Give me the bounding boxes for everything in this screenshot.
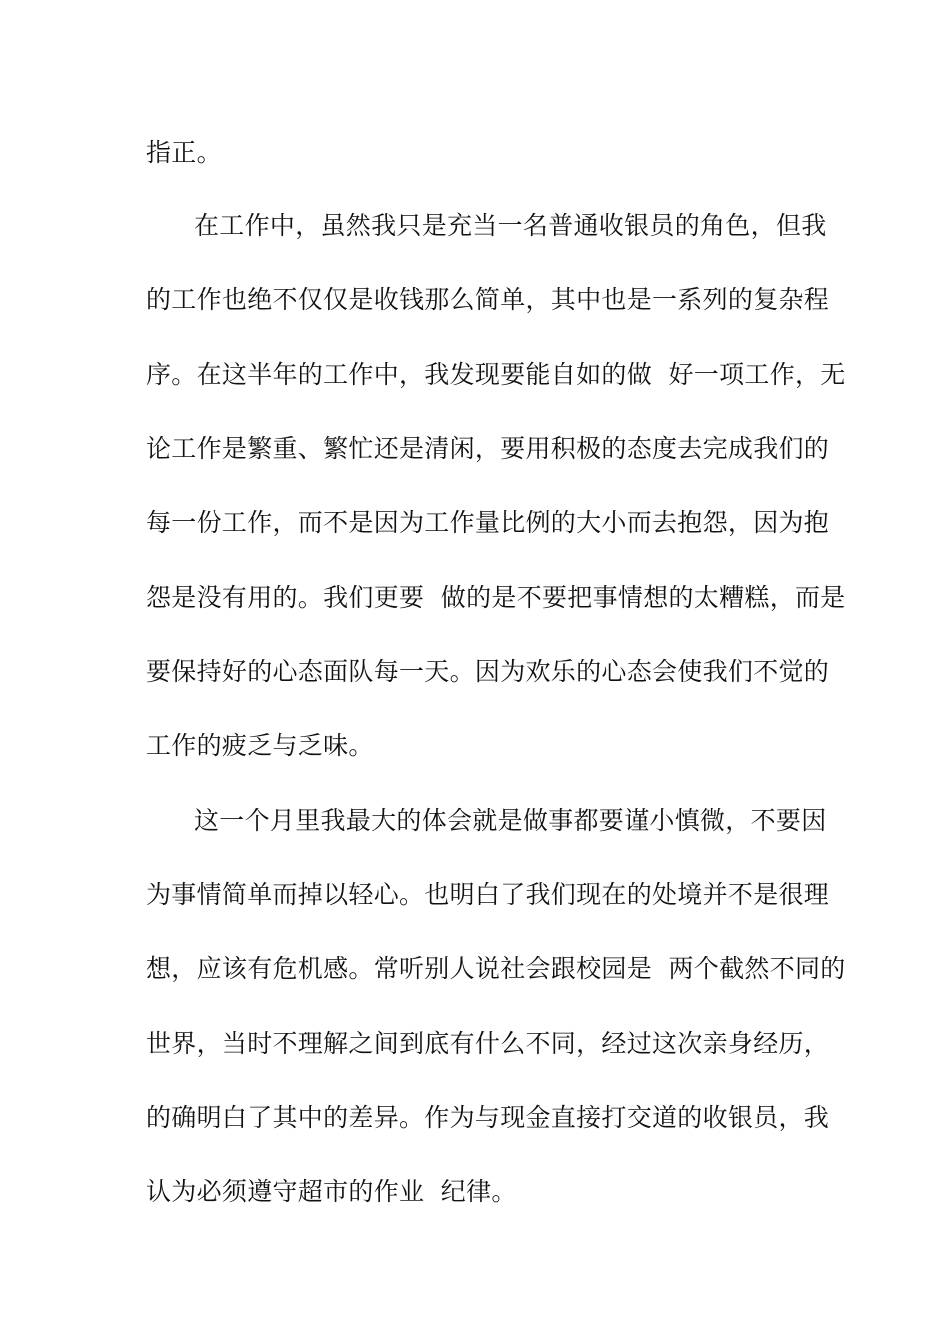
text-line: 认为必须遵守超市的作业 纪律。	[146, 1177, 517, 1206]
paragraph-first-line: 在工作中，虽然我只是充当一名普通收银员的角色，但我	[194, 211, 827, 240]
text-line: 想，应该有危机感。常听别人说社会跟校园是 两个截然不同的	[146, 954, 846, 983]
text-line: 世界，当时不理解之间到底有什么不同，经过这次亲身经历，	[146, 1029, 830, 1058]
text-line: 每一份工作，而不是因为工作量比例的大小而去抱怨，因为抱	[146, 508, 830, 537]
paragraph-first-line: 这一个月里我最大的体会就是做事都要谨小慎微，不要因	[194, 806, 827, 835]
text-line: 指正。	[146, 138, 222, 167]
text-line: 工作的疲乏与乏味。	[146, 731, 374, 760]
text-line: 怨是没有用的。我们更要 做的是不要把事情想的太糟糕，而是	[146, 583, 846, 612]
text-line: 的确明白了其中的差异。作为与现金直接打交道的收银员，我	[146, 1103, 830, 1132]
text-line: 为事情简单而掉以轻心。也明白了我们现在的处境并不是很理	[146, 880, 830, 909]
text-line: 序。在这半年的工作中，我发现要能自如的做 好一项工作，无	[146, 360, 846, 389]
text-line: 论工作是繁重、繁忙还是清闲，要用积极的态度去完成我们的	[146, 434, 830, 463]
text-line: 要保持好的心态面队每一天。因为欢乐的心态会使我们不觉的	[146, 657, 830, 686]
text-line: 的工作也绝不仅仅是收钱那么简单，其中也是一系列的复杂程	[146, 285, 830, 314]
